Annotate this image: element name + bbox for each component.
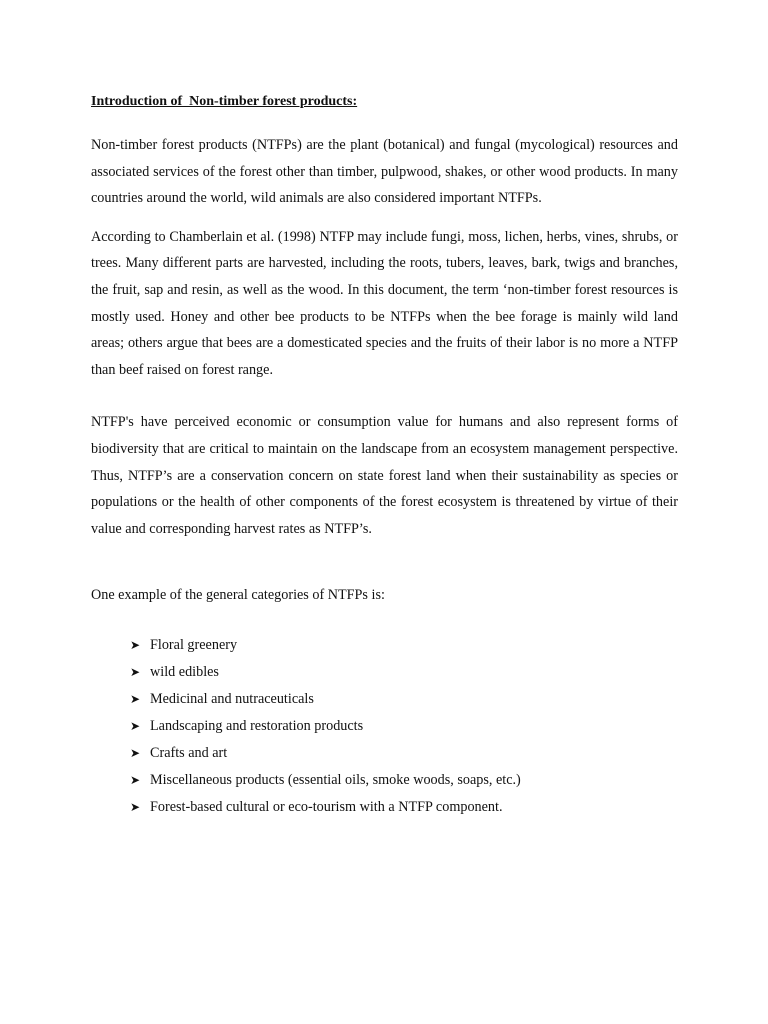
list-item-text: Medicinal and nutraceuticals — [150, 690, 314, 707]
paragraph-categories-intro: One example of the general categories of NTFPs is: — [91, 587, 385, 604]
arrow-bullet-icon: ➤ — [130, 746, 141, 761]
document-heading: Introduction of Non-timber forest products: — [91, 94, 358, 109]
list-item-text: Floral greenery — [150, 636, 238, 653]
paragraph-chamberlain: According to Chamberlain et al. (1998) NTFP may include fungi, moss, lichen, herbs, vines, shrubs, or trees. Many different parts are harvested, including the roots, tubers, leaves, bark, twigs and branches, the fruit, sap and resin, as well as the wood. In this document, the term ‘non-timber forest resources is mostly used. Honey and other bee products to be NTFPs when the bee forage is mainly wild land areas; others argue that bees are a domesticated species and the fruits of their labor is no more a NTFP than beef raised on forest range. — [91, 228, 678, 378]
arrow-bullet-icon: ➤ — [130, 719, 141, 734]
list-item — [130, 767, 678, 794]
list-item — [130, 632, 678, 659]
list-item-text: Landscaping and restoration products — [150, 717, 364, 734]
paragraph-value: NTFP's have perceived economic or consumption value for humans and also represent forms of biodiversity that are critical to maintain on the landscape from an ecosystem management perspective. Thus, NTFP’s are a conservation concern on state forest land when their sustainability as species or populations or the health of other components of the forest ecosystem is threatened by virtue of their value and corresponding harvest rates as NTFP’s. — [91, 414, 678, 537]
list-item — [130, 794, 678, 821]
arrow-bullet-icon: ➤ — [130, 665, 141, 680]
list-item-text: Miscellaneous products (essential oils, smoke woods, soaps, etc.) — [150, 771, 521, 788]
list-item — [130, 659, 678, 686]
arrow-bullet-icon: ➤ — [130, 638, 141, 653]
list-item — [130, 740, 678, 767]
paragraph-definition: Non-timber forest products (NTFPs) are the plant (botanical) and fungal (mycological) resources and associated services of the forest other than timber, pulpwood, shakes, or other wood products. In many countries around the world, wild animals are also considered important NTFPs. — [91, 137, 678, 207]
list-item-text: wild edibles — [150, 663, 219, 680]
list-item-text: Forest-based cultural or eco-tourism with a NTFP component. — [150, 798, 503, 815]
document-page — [91, 92, 678, 821]
list-item — [130, 713, 678, 740]
arrow-bullet-icon: ➤ — [130, 773, 141, 788]
list-item — [130, 686, 678, 713]
category-list — [91, 632, 678, 821]
arrow-bullet-icon: ➤ — [130, 692, 141, 707]
list-item-text: Crafts and art — [150, 744, 228, 761]
arrow-bullet-icon: ➤ — [130, 800, 141, 815]
